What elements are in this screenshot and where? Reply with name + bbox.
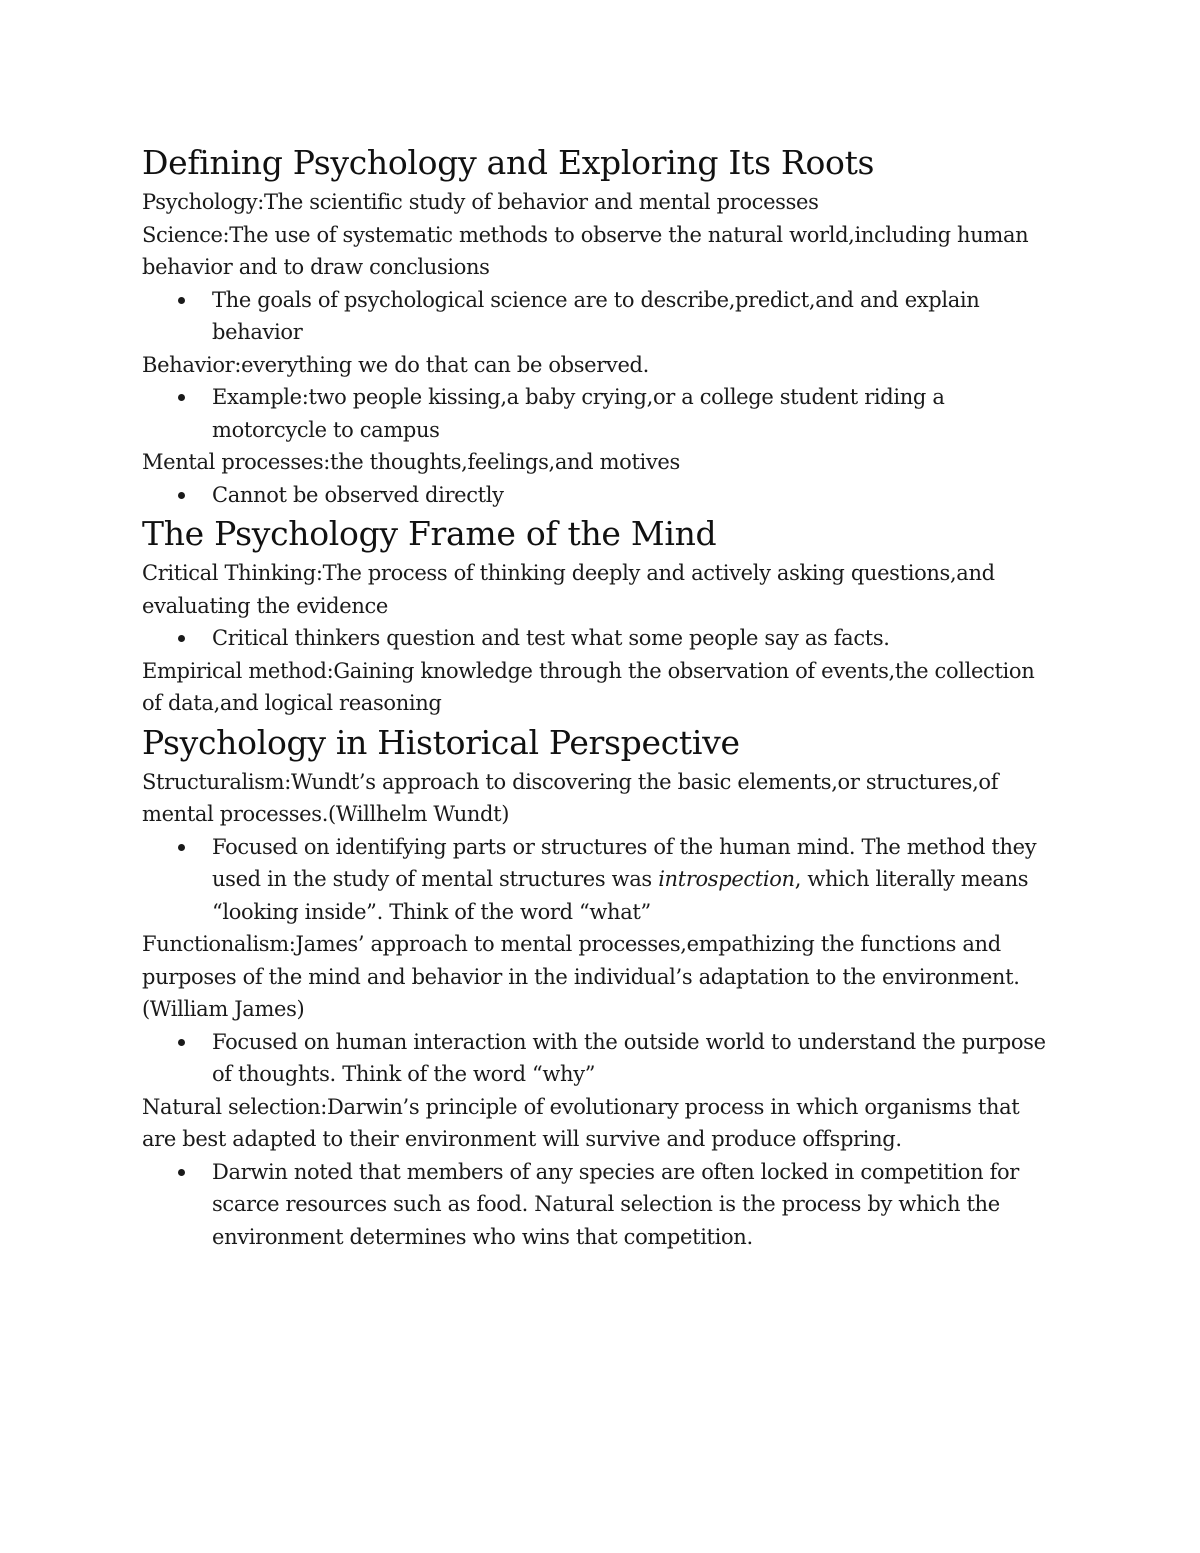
definition-science: Science:The use of systematic methods to observe the natural world,including human behavior and to draw conclusions bbox=[142, 222, 1029, 279]
bullet-icon bbox=[178, 492, 185, 499]
list-item bbox=[212, 1156, 1057, 1254]
section-heading: Psychology in Historical Perspective bbox=[142, 722, 740, 762]
definition-behavior: Behavior:everything we do that can be observed. bbox=[142, 352, 649, 377]
bullet-icon bbox=[178, 1039, 185, 1046]
bullet-list bbox=[142, 1156, 1057, 1254]
document-page bbox=[142, 140, 1057, 1253]
list-item bbox=[212, 284, 1057, 349]
bullet-icon bbox=[178, 394, 185, 401]
bullet-list bbox=[142, 479, 1057, 512]
bullet-list bbox=[142, 284, 1057, 349]
definition-mental-processes: Mental processes:the thoughts,feelings,and motives bbox=[142, 450, 680, 474]
bullet-icon bbox=[178, 635, 185, 642]
bullet-list bbox=[142, 1026, 1057, 1091]
list-item bbox=[212, 1026, 1057, 1091]
list-item bbox=[212, 479, 1057, 512]
list-item-text: Focused on human interaction with the outside world to understand the purpose of thoughts. Think of the word “why” bbox=[212, 1029, 1046, 1086]
bullet-list bbox=[142, 381, 1057, 446]
definition-psychology: Psychology:The scientific study of behavior and mental processes bbox=[142, 190, 819, 214]
list-item-text: Critical thinkers question and test what some people say as facts. bbox=[212, 626, 890, 650]
bullet-list bbox=[142, 622, 1057, 655]
list-item-text-end: , which literally means “looking inside”. Think of the word “what” bbox=[212, 867, 1029, 924]
list-item-text-start: Focused on identifying parts or structures of the human mind. The method they used in the study of mental structures was bbox=[212, 834, 1037, 891]
definition-empirical-method: Empirical method:Gaining knowledge through the observation of events,the collection of data,and logical reasoning bbox=[142, 658, 1035, 715]
list-item bbox=[212, 381, 1057, 446]
definition-critical-thinking: Critical Thinking:The process of thinking deeply and actively asking questions,and evaluating the evidence bbox=[142, 561, 995, 618]
list-item-text: The goals of psychological science are to describe,predict,and and explain behavior bbox=[212, 287, 980, 344]
section-heading: The Psychology Frame of the Mind bbox=[142, 514, 717, 553]
list-item-text: Darwin noted that members of any species are often locked in competition for scarce resources such as food. Natural selection is the process by which the environment determines who wins that competition. bbox=[212, 1159, 1019, 1249]
emphasis-term: introspection bbox=[658, 867, 795, 891]
bullet-list bbox=[142, 831, 1057, 929]
bullet-icon bbox=[178, 1169, 185, 1176]
bullet-icon bbox=[178, 844, 185, 851]
definition-structuralism: Structuralism:Wundt’s approach to discovering the basic elements,or structures,of mental processes.(Willhelm Wundt) bbox=[142, 769, 999, 826]
section-heading: Defining Psychology and Exploring Its Roots bbox=[142, 143, 875, 182]
list-item-text bbox=[212, 835, 1036, 924]
list-item-text: Cannot be observed directly bbox=[212, 482, 504, 507]
bullet-icon bbox=[178, 297, 185, 304]
definition-functionalism: Functionalism:James’ approach to mental processes,empathizing the functions and purposes of the mind and behavior in the individual’s adaptation to the environment. (William James) bbox=[142, 932, 1020, 1021]
definition-natural-selection: Natural selection:Darwin’s principle of evolutionary process in which organisms that are best adapted to their environment will survive and produce offspring. bbox=[142, 1094, 1020, 1151]
list-item-text: Example:two people kissing,a baby crying,or a college student riding a motorcycle to campus bbox=[212, 385, 945, 442]
list-item bbox=[212, 831, 1057, 929]
list-item bbox=[212, 622, 1057, 655]
